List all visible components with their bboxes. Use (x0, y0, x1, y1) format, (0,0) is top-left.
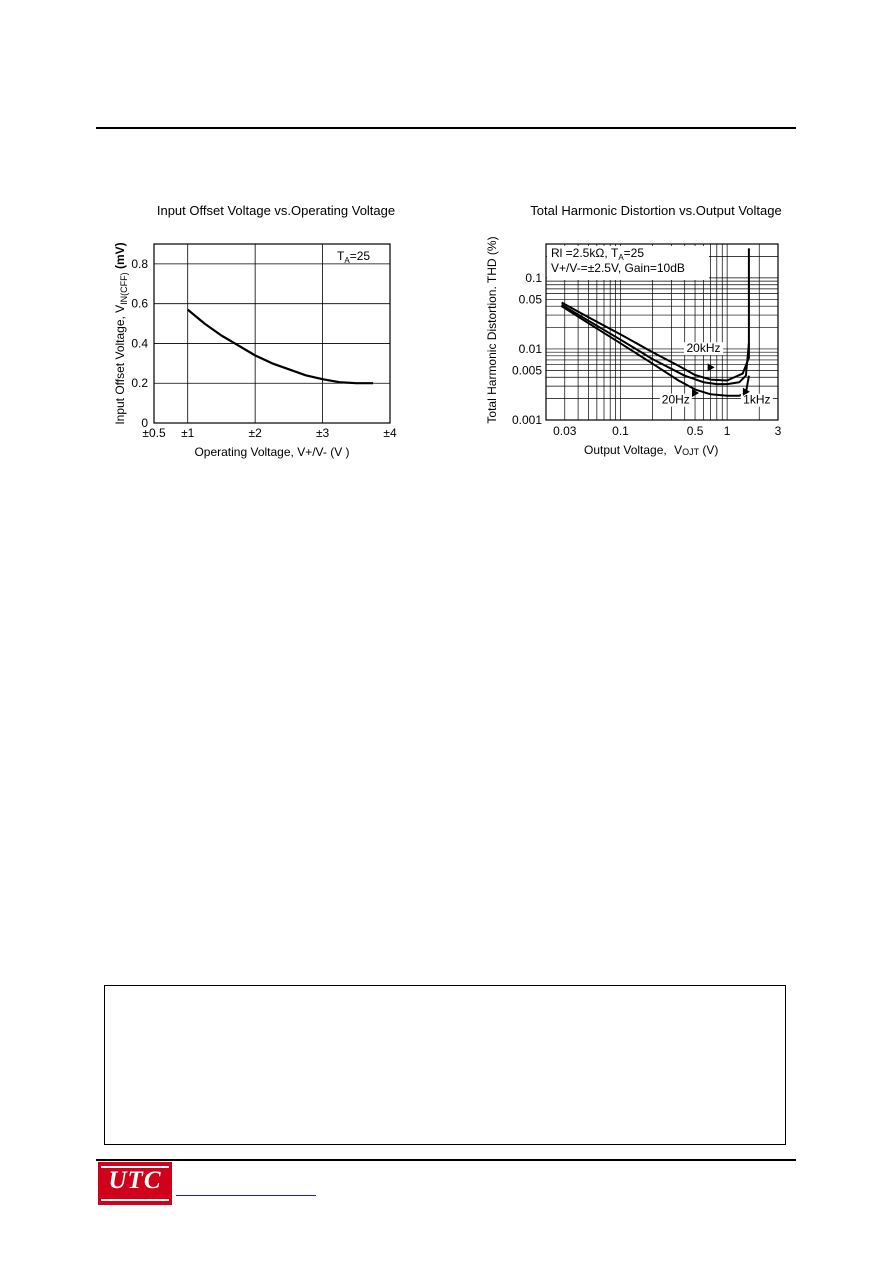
x-tick-label: 0.5 (686, 424, 704, 438)
y-tick-label: 0.2 (131, 376, 148, 391)
x-tick-label: 0.03 (553, 424, 577, 438)
x-axis-label: Operating Voltage, V+/V- (V ) (194, 445, 350, 459)
temperature-annotation: $T_A=25$ (337, 249, 371, 265)
conditions-annotation-line2: V+/V-=±2.5V, Gain=10dB (551, 261, 685, 275)
y-axis-label: Input Offset Voltage, $V_{IN(CFF)}$ (mV) (113, 242, 129, 425)
footer-link-underline[interactable] (176, 1195, 316, 1196)
x-tick-label: 0.1 (612, 424, 629, 438)
x-tick-label: 1 (723, 424, 731, 438)
x-tick-label: ±1 (181, 426, 195, 440)
footer-rule (96, 1159, 796, 1161)
x-tick-label: ±0.5 (142, 426, 166, 440)
y-tick-label: 0.01 (518, 341, 542, 356)
y-tick-label: 0 (141, 416, 148, 430)
disclaimer-box (104, 985, 786, 1145)
utc-logo-text: UTC (108, 1167, 162, 1194)
chart-title: Total Harmonic Distortion vs.Output Voltage (530, 203, 782, 218)
x-tick-label: ±3 (315, 426, 330, 440)
y-tick-label: 0.05 (518, 292, 542, 307)
series-label: 20Hz (661, 392, 690, 407)
y-tick-label: 0.005 (511, 363, 542, 378)
x-tick-label: ±4 (383, 426, 397, 440)
y-tick-label: 0.6 (131, 296, 148, 311)
conditions-annotation-line1: Rl =2.5kΩ, $T_A=25$ (551, 246, 645, 262)
y-tick-label: 0.8 (131, 256, 148, 271)
y-tick-label: 0.4 (131, 336, 148, 351)
chart-title: Input Offset Voltage vs.Operating Voltage (156, 203, 396, 218)
y-tick-label: 0.001 (511, 413, 542, 427)
y-axis-label: Total Harmonic Distortion. THD (%) (485, 236, 499, 424)
x-tick-label: 3 (774, 424, 782, 438)
series-label: 20kHz (686, 341, 721, 356)
x-axis-label: Output Voltage, VOJT (V) (584, 443, 719, 457)
utc-logo (98, 1162, 172, 1205)
series-label: 1kHz (743, 392, 771, 407)
y-tick-label: 0.1 (525, 270, 542, 285)
x-tick-label: ±2 (248, 426, 262, 440)
